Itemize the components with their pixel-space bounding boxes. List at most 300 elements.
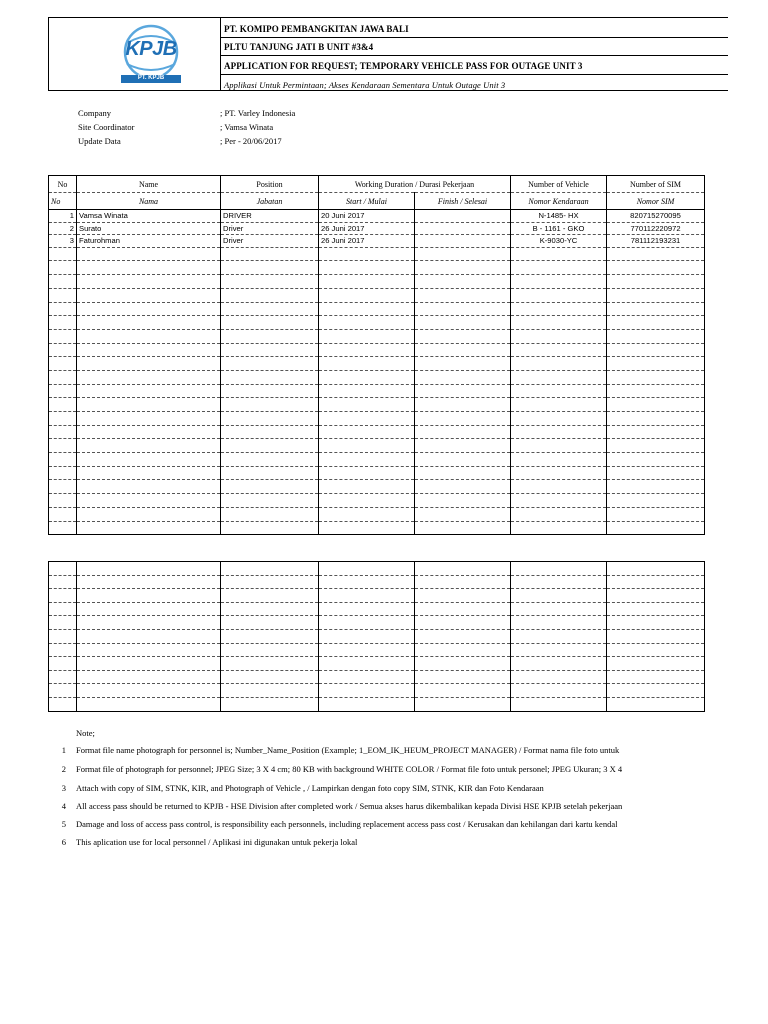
empty-cell[interactable] xyxy=(607,453,705,467)
empty-table-row xyxy=(49,288,705,302)
empty-cell[interactable] xyxy=(77,629,221,643)
row-no: 3 xyxy=(49,235,77,248)
empty-cell[interactable] xyxy=(77,494,221,508)
empty-cell[interactable] xyxy=(319,316,415,330)
empty-cell[interactable] xyxy=(607,412,705,426)
empty-cell[interactable] xyxy=(49,439,77,453)
empty-cell[interactable] xyxy=(607,480,705,494)
vehicle-pass-table xyxy=(48,175,705,535)
empty-cell[interactable] xyxy=(319,329,415,343)
empty-table-row xyxy=(49,357,705,371)
empty-cell[interactable] xyxy=(607,616,705,630)
empty-cell[interactable] xyxy=(221,466,319,480)
empty-cell[interactable] xyxy=(607,562,705,576)
empty-cell[interactable] xyxy=(607,697,705,711)
empty-cell[interactable] xyxy=(221,384,319,398)
empty-cell[interactable] xyxy=(49,412,77,426)
empty-cell[interactable] xyxy=(511,616,607,630)
empty-cell[interactable] xyxy=(319,589,415,603)
empty-cell[interactable] xyxy=(77,329,221,343)
empty-cell[interactable] xyxy=(415,343,511,357)
empty-cell[interactable] xyxy=(221,439,319,453)
empty-cell[interactable] xyxy=(511,629,607,643)
empty-cell[interactable] xyxy=(319,521,415,535)
empty-cell[interactable] xyxy=(319,261,415,275)
table-header-row xyxy=(49,176,705,193)
empty-cell[interactable] xyxy=(511,697,607,711)
empty-cell[interactable] xyxy=(319,466,415,480)
empty-table-row xyxy=(49,643,705,657)
note-number: 5 xyxy=(61,819,66,829)
row-start: 26 Juni 2017 xyxy=(319,235,415,248)
row-position: Driver xyxy=(221,222,319,235)
empty-cell[interactable] xyxy=(607,261,705,275)
empty-cell[interactable] xyxy=(415,316,511,330)
empty-cell[interactable] xyxy=(319,370,415,384)
empty-cell[interactable] xyxy=(511,466,607,480)
subheader-nomor-kendaraan: Nomor Kendaraan xyxy=(511,193,607,210)
empty-cell[interactable] xyxy=(511,507,607,521)
empty-cell[interactable] xyxy=(607,357,705,371)
empty-cell[interactable] xyxy=(319,575,415,589)
empty-table-row xyxy=(49,412,705,426)
note-text: Damage and loss of access pass control, is responsibility each personnels, including replacement access pass cost / Kerusakan dan kehilangan dari kartu kendal xyxy=(76,819,618,829)
empty-table-row xyxy=(49,589,705,603)
empty-cell[interactable] xyxy=(77,589,221,603)
empty-table-row xyxy=(49,261,705,275)
header-vehicle: Number of Vehicle xyxy=(511,176,607,193)
empty-cell[interactable] xyxy=(319,657,415,671)
empty-cell[interactable] xyxy=(319,494,415,508)
empty-cell[interactable] xyxy=(49,261,77,275)
empty-table-row xyxy=(49,521,705,535)
empty-table-row xyxy=(49,302,705,316)
empty-table-row xyxy=(49,629,705,643)
empty-cell[interactable] xyxy=(319,384,415,398)
empty-cell[interactable] xyxy=(49,302,77,316)
empty-cell[interactable] xyxy=(49,575,77,589)
form-title: APPLICATION FOR REQUEST; TEMPORARY VEHICLE PASS FOR OUTAGE UNIT 3 xyxy=(224,61,583,71)
empty-cell[interactable] xyxy=(415,288,511,302)
empty-cell[interactable] xyxy=(49,453,77,467)
empty-table-row xyxy=(49,247,705,261)
empty-cell[interactable] xyxy=(607,316,705,330)
empty-table-row xyxy=(49,562,705,576)
row-no: 1 xyxy=(49,210,77,223)
empty-cell[interactable] xyxy=(415,247,511,261)
row-start: 26 Juni 2017 xyxy=(319,222,415,235)
empty-cell[interactable] xyxy=(221,602,319,616)
empty-cell[interactable] xyxy=(319,425,415,439)
empty-cell[interactable] xyxy=(415,302,511,316)
empty-table-row xyxy=(49,616,705,630)
subheader-no: No xyxy=(49,193,77,210)
empty-cell[interactable] xyxy=(415,439,511,453)
empty-cell[interactable] xyxy=(607,670,705,684)
empty-cell[interactable] xyxy=(607,684,705,698)
empty-cell[interactable] xyxy=(607,398,705,412)
empty-table-row xyxy=(49,480,705,494)
row-no: 2 xyxy=(49,222,77,235)
empty-cell[interactable] xyxy=(415,494,511,508)
empty-cell[interactable] xyxy=(415,629,511,643)
empty-cell[interactable] xyxy=(221,343,319,357)
empty-cell[interactable] xyxy=(49,357,77,371)
empty-cell[interactable] xyxy=(607,494,705,508)
empty-cell[interactable] xyxy=(221,684,319,698)
empty-cell[interactable] xyxy=(607,439,705,453)
empty-table-row xyxy=(49,275,705,289)
table-row xyxy=(49,222,705,235)
empty-cell[interactable] xyxy=(77,384,221,398)
empty-cell[interactable] xyxy=(221,494,319,508)
empty-cell[interactable] xyxy=(319,412,415,426)
empty-cell[interactable] xyxy=(607,329,705,343)
site-coordinator-label: Site Coordinator xyxy=(78,122,135,132)
empty-cell[interactable] xyxy=(415,670,511,684)
empty-cell[interactable] xyxy=(221,562,319,576)
empty-cell[interactable] xyxy=(49,629,77,643)
empty-cell[interactable] xyxy=(221,453,319,467)
empty-cell[interactable] xyxy=(49,343,77,357)
empty-cell[interactable] xyxy=(221,480,319,494)
empty-cell[interactable] xyxy=(77,616,221,630)
empty-cell[interactable] xyxy=(319,247,415,261)
empty-cell[interactable] xyxy=(49,657,77,671)
empty-cell[interactable] xyxy=(415,398,511,412)
empty-cell[interactable] xyxy=(415,384,511,398)
row-finish xyxy=(415,235,511,248)
empty-cell[interactable] xyxy=(319,629,415,643)
empty-cell[interactable] xyxy=(49,480,77,494)
empty-cell[interactable] xyxy=(511,425,607,439)
empty-cell[interactable] xyxy=(77,439,221,453)
empty-cell[interactable] xyxy=(415,370,511,384)
empty-cell[interactable] xyxy=(415,480,511,494)
site-coordinator-value: ; Vamsa Winata xyxy=(220,122,274,132)
note-number: 3 xyxy=(61,783,66,793)
empty-cell[interactable] xyxy=(221,425,319,439)
empty-table-row xyxy=(49,494,705,508)
empty-cell[interactable] xyxy=(319,343,415,357)
header-no: No xyxy=(49,176,77,193)
empty-cell[interactable] xyxy=(607,370,705,384)
empty-cell[interactable] xyxy=(415,616,511,630)
empty-cell[interactable] xyxy=(511,316,607,330)
empty-cell[interactable] xyxy=(415,412,511,426)
empty-cell[interactable] xyxy=(49,494,77,508)
empty-cell[interactable] xyxy=(77,575,221,589)
empty-cell[interactable] xyxy=(607,247,705,261)
empty-cell[interactable] xyxy=(77,602,221,616)
empty-cell[interactable] xyxy=(49,643,77,657)
empty-cell[interactable] xyxy=(511,589,607,603)
empty-cell[interactable] xyxy=(319,275,415,289)
empty-cell[interactable] xyxy=(415,275,511,289)
empty-cell[interactable] xyxy=(607,384,705,398)
empty-cell[interactable] xyxy=(415,697,511,711)
empty-cell[interactable] xyxy=(77,480,221,494)
empty-cell[interactable] xyxy=(415,643,511,657)
empty-cell[interactable] xyxy=(511,480,607,494)
empty-cell[interactable] xyxy=(511,684,607,698)
plant-title: PLTU TANJUNG JATI B UNIT #3&4 xyxy=(224,42,374,52)
empty-cell[interactable] xyxy=(77,316,221,330)
subheader-nomor-sim: Nomor SIM xyxy=(607,193,705,210)
empty-cell[interactable] xyxy=(49,589,77,603)
note-number: 2 xyxy=(61,764,66,774)
empty-cell[interactable] xyxy=(319,302,415,316)
row-vehicle: N-1485- HX xyxy=(511,210,607,223)
empty-cell[interactable] xyxy=(77,507,221,521)
empty-table-row xyxy=(49,697,705,711)
empty-cell[interactable] xyxy=(607,343,705,357)
empty-cell[interactable] xyxy=(221,670,319,684)
empty-cell[interactable] xyxy=(221,275,319,289)
header-working-duration: Working Duration / Durasi Pekerjaan xyxy=(319,176,511,193)
empty-cell[interactable] xyxy=(415,684,511,698)
empty-cell[interactable] xyxy=(607,507,705,521)
note-number: 6 xyxy=(61,837,66,847)
empty-cell[interactable] xyxy=(511,670,607,684)
row-finish xyxy=(415,210,511,223)
empty-cell[interactable] xyxy=(511,453,607,467)
empty-cell[interactable] xyxy=(77,412,221,426)
empty-cell[interactable] xyxy=(319,616,415,630)
empty-cell[interactable] xyxy=(221,329,319,343)
empty-table-row xyxy=(49,575,705,589)
empty-cell[interactable] xyxy=(49,247,77,261)
note-text: This aplication use for local personnel / Aplikasi ini digunakan untuk pekerja lokal xyxy=(76,837,358,847)
empty-cell[interactable] xyxy=(607,589,705,603)
empty-cell[interactable] xyxy=(511,439,607,453)
empty-table-row xyxy=(49,425,705,439)
empty-cell[interactable] xyxy=(511,398,607,412)
row-sim: 781112193231 xyxy=(607,235,705,248)
empty-cell[interactable] xyxy=(415,521,511,535)
empty-cell[interactable] xyxy=(607,643,705,657)
table-row xyxy=(49,235,705,248)
empty-cell[interactable] xyxy=(607,575,705,589)
empty-cell[interactable] xyxy=(221,629,319,643)
empty-cell[interactable] xyxy=(77,275,221,289)
note-text: Format file of photograph for personnel; JPEG Size; 3 X 4 cm; 80 KB with background WHITE COLOR / Format file foto untuk personel; JPEG Ukuran; 3 X 4 xyxy=(76,764,623,774)
empty-cell[interactable] xyxy=(319,439,415,453)
empty-cell[interactable] xyxy=(415,261,511,275)
empty-table-row xyxy=(49,329,705,343)
empty-cell[interactable] xyxy=(511,657,607,671)
subheader-nama: Nama xyxy=(77,193,221,210)
empty-table-row xyxy=(49,370,705,384)
empty-cell[interactable] xyxy=(49,521,77,535)
empty-cell[interactable] xyxy=(607,425,705,439)
empty-cell[interactable] xyxy=(319,684,415,698)
empty-table-row xyxy=(49,398,705,412)
table-subheader-row xyxy=(49,193,705,210)
empty-cell[interactable] xyxy=(77,466,221,480)
empty-cell[interactable] xyxy=(49,697,77,711)
empty-cell[interactable] xyxy=(77,302,221,316)
row-vehicle: K-9030-YC xyxy=(511,235,607,248)
empty-cell[interactable] xyxy=(607,288,705,302)
empty-cell[interactable] xyxy=(77,697,221,711)
empty-cell[interactable] xyxy=(607,629,705,643)
empty-cell[interactable] xyxy=(49,370,77,384)
empty-cell[interactable] xyxy=(77,521,221,535)
empty-table-row xyxy=(49,466,705,480)
empty-cell[interactable] xyxy=(511,343,607,357)
empty-cell[interactable] xyxy=(319,670,415,684)
empty-cell[interactable] xyxy=(415,602,511,616)
empty-cell[interactable] xyxy=(511,247,607,261)
empty-cell[interactable] xyxy=(49,316,77,330)
empty-cell[interactable] xyxy=(221,616,319,630)
empty-cell[interactable] xyxy=(77,261,221,275)
empty-cell[interactable] xyxy=(49,562,77,576)
row-sim: 820715270095 xyxy=(607,210,705,223)
empty-cell[interactable] xyxy=(77,562,221,576)
empty-cell[interactable] xyxy=(511,562,607,576)
empty-cell[interactable] xyxy=(511,275,607,289)
empty-cell[interactable] xyxy=(221,521,319,535)
company-label: Company xyxy=(78,108,112,118)
empty-cell[interactable] xyxy=(511,494,607,508)
empty-cell[interactable] xyxy=(221,357,319,371)
empty-cell[interactable] xyxy=(221,261,319,275)
header-text xyxy=(221,18,728,90)
empty-cell[interactable] xyxy=(221,589,319,603)
logo-cell xyxy=(49,18,221,90)
empty-cell[interactable] xyxy=(49,288,77,302)
empty-cell[interactable] xyxy=(49,670,77,684)
empty-cell[interactable] xyxy=(221,302,319,316)
empty-cell[interactable] xyxy=(77,670,221,684)
empty-cell[interactable] xyxy=(607,521,705,535)
empty-cell[interactable] xyxy=(511,643,607,657)
empty-cell[interactable] xyxy=(607,275,705,289)
empty-cell[interactable] xyxy=(415,589,511,603)
empty-cell[interactable] xyxy=(77,398,221,412)
empty-cell[interactable] xyxy=(415,453,511,467)
empty-table-row xyxy=(49,657,705,671)
empty-cell[interactable] xyxy=(319,507,415,521)
row-name: Surato xyxy=(77,222,221,235)
empty-cell[interactable] xyxy=(221,575,319,589)
empty-cell[interactable] xyxy=(319,602,415,616)
empty-table-row xyxy=(49,343,705,357)
empty-cell[interactable] xyxy=(49,466,77,480)
empty-cell[interactable] xyxy=(415,357,511,371)
empty-cell[interactable] xyxy=(511,602,607,616)
empty-cell[interactable] xyxy=(511,575,607,589)
empty-cell[interactable] xyxy=(511,302,607,316)
logo-subtext: PT. KPJB xyxy=(137,75,165,81)
empty-cell[interactable] xyxy=(415,657,511,671)
note-text: All access pass should be returned to KPJB - HSE Division after completed work / Semua akses harus dikembalikan kepada Divisi HSE KPJB setelah pekerjaan xyxy=(76,801,623,811)
empty-cell[interactable] xyxy=(511,370,607,384)
empty-cell[interactable] xyxy=(319,398,415,412)
empty-cell[interactable] xyxy=(319,453,415,467)
empty-table-row xyxy=(49,453,705,467)
empty-cell[interactable] xyxy=(319,357,415,371)
empty-cell[interactable] xyxy=(319,697,415,711)
empty-cell[interactable] xyxy=(607,302,705,316)
note-text: Format file name photograph for personnel is; Number_Name_Position (Example; 1_EOM_IK_HEUM_PROJECT MANAGER) / Format nama file foto untuk xyxy=(76,745,620,755)
empty-cell[interactable] xyxy=(511,357,607,371)
header-position: Position xyxy=(221,176,319,193)
empty-cell[interactable] xyxy=(319,480,415,494)
empty-cell[interactable] xyxy=(415,466,511,480)
empty-cell[interactable] xyxy=(415,329,511,343)
empty-cell[interactable] xyxy=(319,562,415,576)
empty-cell[interactable] xyxy=(221,507,319,521)
empty-cell[interactable] xyxy=(415,507,511,521)
empty-cell[interactable] xyxy=(221,247,319,261)
empty-cell[interactable] xyxy=(49,602,77,616)
empty-cell[interactable] xyxy=(511,384,607,398)
empty-table-row xyxy=(49,602,705,616)
empty-cell[interactable] xyxy=(221,697,319,711)
empty-cell[interactable] xyxy=(77,453,221,467)
empty-cell[interactable] xyxy=(607,657,705,671)
empty-cell[interactable] xyxy=(221,370,319,384)
empty-cell[interactable] xyxy=(77,643,221,657)
subheader-jabatan: Jabatan xyxy=(221,193,319,210)
empty-cell[interactable] xyxy=(607,466,705,480)
empty-table-row xyxy=(49,684,705,698)
empty-cell[interactable] xyxy=(77,357,221,371)
empty-cell[interactable] xyxy=(511,412,607,426)
empty-cell[interactable] xyxy=(221,657,319,671)
empty-cell[interactable] xyxy=(77,657,221,671)
empty-cell[interactable] xyxy=(49,398,77,412)
empty-cell[interactable] xyxy=(77,288,221,302)
empty-cell[interactable] xyxy=(221,398,319,412)
empty-cell[interactable] xyxy=(49,684,77,698)
empty-cell[interactable] xyxy=(49,329,77,343)
row-finish xyxy=(415,222,511,235)
empty-cell[interactable] xyxy=(221,316,319,330)
empty-cell[interactable] xyxy=(415,575,511,589)
empty-cell[interactable] xyxy=(49,425,77,439)
empty-cell[interactable] xyxy=(49,507,77,521)
empty-cell[interactable] xyxy=(319,288,415,302)
empty-cell[interactable] xyxy=(77,247,221,261)
empty-cell[interactable] xyxy=(221,412,319,426)
empty-cell[interactable] xyxy=(77,343,221,357)
empty-cell[interactable] xyxy=(221,643,319,657)
update-data-label: Update Data xyxy=(78,136,121,146)
empty-cell[interactable] xyxy=(49,616,77,630)
empty-cell[interactable] xyxy=(77,370,221,384)
empty-cell[interactable] xyxy=(511,521,607,535)
header-name: Name xyxy=(77,176,221,193)
empty-cell[interactable] xyxy=(319,643,415,657)
empty-cell[interactable] xyxy=(49,275,77,289)
empty-cell[interactable] xyxy=(49,384,77,398)
empty-cell[interactable] xyxy=(221,288,319,302)
empty-cell[interactable] xyxy=(607,602,705,616)
empty-cell[interactable] xyxy=(77,425,221,439)
empty-cell[interactable] xyxy=(511,261,607,275)
empty-cell[interactable] xyxy=(415,425,511,439)
subheader-start: Start / Mulai xyxy=(319,193,415,210)
empty-cell[interactable] xyxy=(511,288,607,302)
empty-cell[interactable] xyxy=(511,329,607,343)
empty-cell[interactable] xyxy=(415,562,511,576)
extra-entries-table xyxy=(48,561,705,712)
empty-cell[interactable] xyxy=(77,684,221,698)
